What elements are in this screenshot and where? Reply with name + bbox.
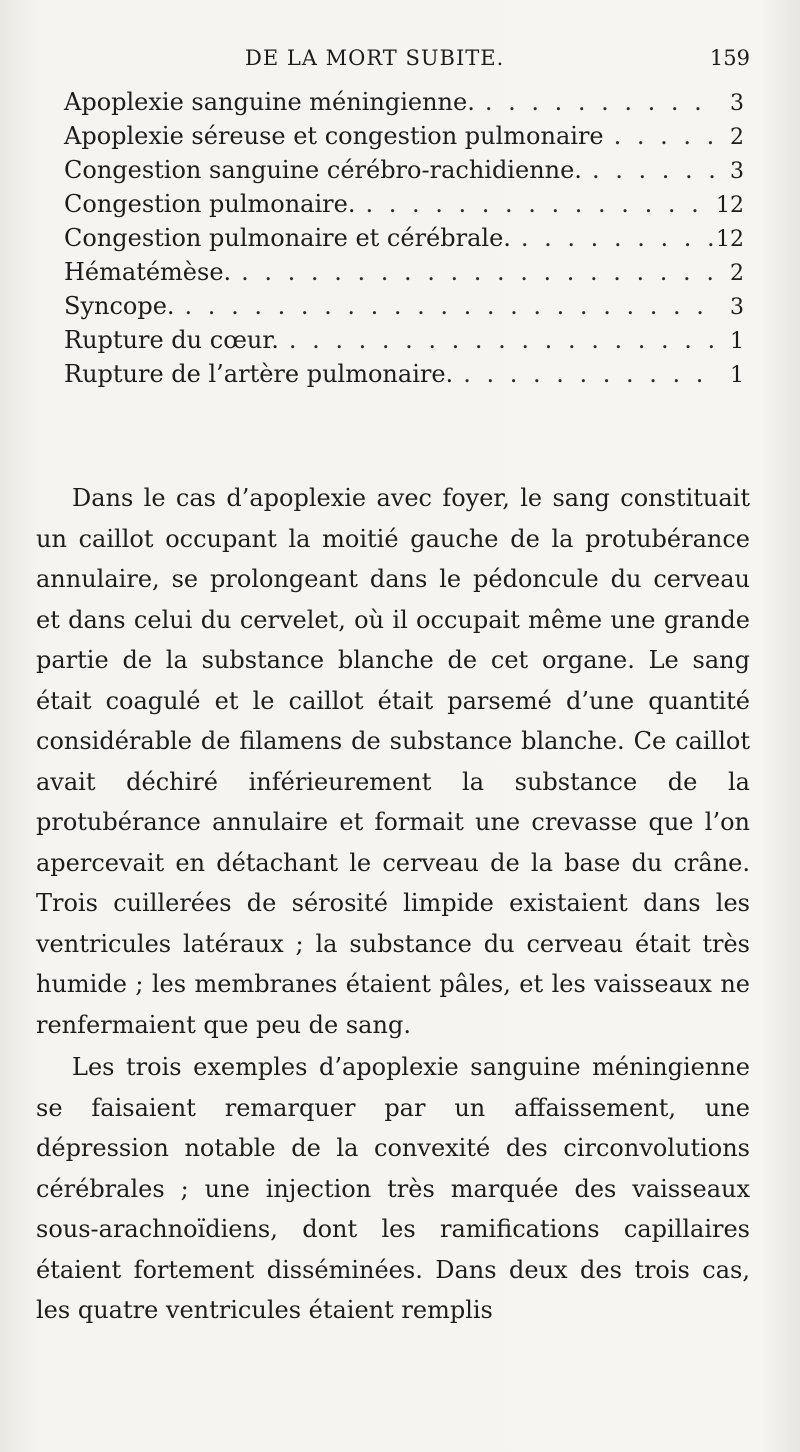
table-row — [64, 122, 744, 156]
row-label: Congestion sanguine cérébro-rachidienne. — [64, 156, 582, 184]
table-row — [64, 224, 744, 258]
dot-leader — [604, 122, 714, 150]
row-label: Congestion pulmonaire. — [64, 190, 356, 218]
row-count: 12 — [716, 227, 744, 252]
dot-leader — [453, 360, 714, 388]
row-count: 2 — [730, 125, 744, 150]
row-count: 1 — [730, 363, 744, 388]
paragraph-apoplexie-foyer: Dans le cas d’apoplexie avec foyer, le sang constituait un caillot occupant la moitié gauche de la protubérance annulaire, se prolongeant dans le pédoncule du cerveau et dans celui du cervelet, où il occupait même une grande partie de la substance blanche de cet organe. Le sang était coagulé et le caillot était parsemé d’une quantité considérable de filamens de substance blanche. Ce caillot avait déchiré inférieurement la substance de la protubérance annulaire et formait une crevasse que l’on apercevait en détachant le cerveau de la base du crâne. Trois cuillerées de sérosité limpide existaient dans les ventricules latéraux ; la substance du cerveau était très humide ; les membranes étaient pâles, et les vaisseaux ne renfermaient que peu de sang. — [36, 484, 750, 1039]
table-row — [64, 360, 744, 394]
row-count: 2 — [730, 261, 744, 286]
table-row — [64, 190, 744, 224]
page-number: 159 — [709, 46, 750, 70]
table-row — [64, 292, 744, 326]
row-count: 3 — [730, 159, 744, 184]
cause-of-death-table — [64, 88, 744, 394]
row-label: Hématémèse. — [64, 258, 232, 286]
row-label: Apoplexie séreuse et congestion pulmonaire — [64, 122, 604, 150]
row-label: Rupture du cœur. — [64, 326, 279, 354]
table-row — [64, 326, 744, 360]
dot-leader — [355, 190, 714, 218]
row-count: 12 — [716, 193, 744, 218]
table-row — [64, 258, 744, 292]
dot-leader — [175, 292, 714, 320]
dot-leader — [475, 88, 714, 116]
paragraph-apoplexie-meningienne: Les trois exemples d’apoplexie sanguine méningienne se faisaient remarquer par un affaissement, une dépression notable de la convexité des circonvolutions cérébrales ; une injection très marquée des vaisseaux sous-arachnoïdiens, dont les ramifications capillaires étaient fortement disséminées. Dans deux des trois cas, les quatre ventricules étaient remplis — [36, 1053, 750, 1324]
row-label: Apoplexie sanguine méningienne. — [64, 88, 475, 116]
row-count: 3 — [730, 91, 744, 116]
dot-leader — [511, 224, 714, 252]
dot-leader — [279, 326, 714, 354]
table-row — [64, 88, 744, 122]
row-count: 1 — [730, 329, 744, 354]
page-header — [60, 40, 750, 80]
dot-leader — [231, 258, 714, 286]
table-row — [64, 156, 744, 190]
row-count: 3 — [730, 295, 744, 320]
body-text — [36, 478, 750, 1331]
dot-leader — [582, 156, 714, 184]
running-title: DE LA MORT SUBITE. — [245, 46, 505, 70]
row-label: Congestion pulmonaire et cérébrale. — [64, 224, 511, 252]
row-label: Rupture de l’artère pulmonaire. — [64, 360, 454, 388]
row-label: Syncope. — [64, 292, 175, 320]
